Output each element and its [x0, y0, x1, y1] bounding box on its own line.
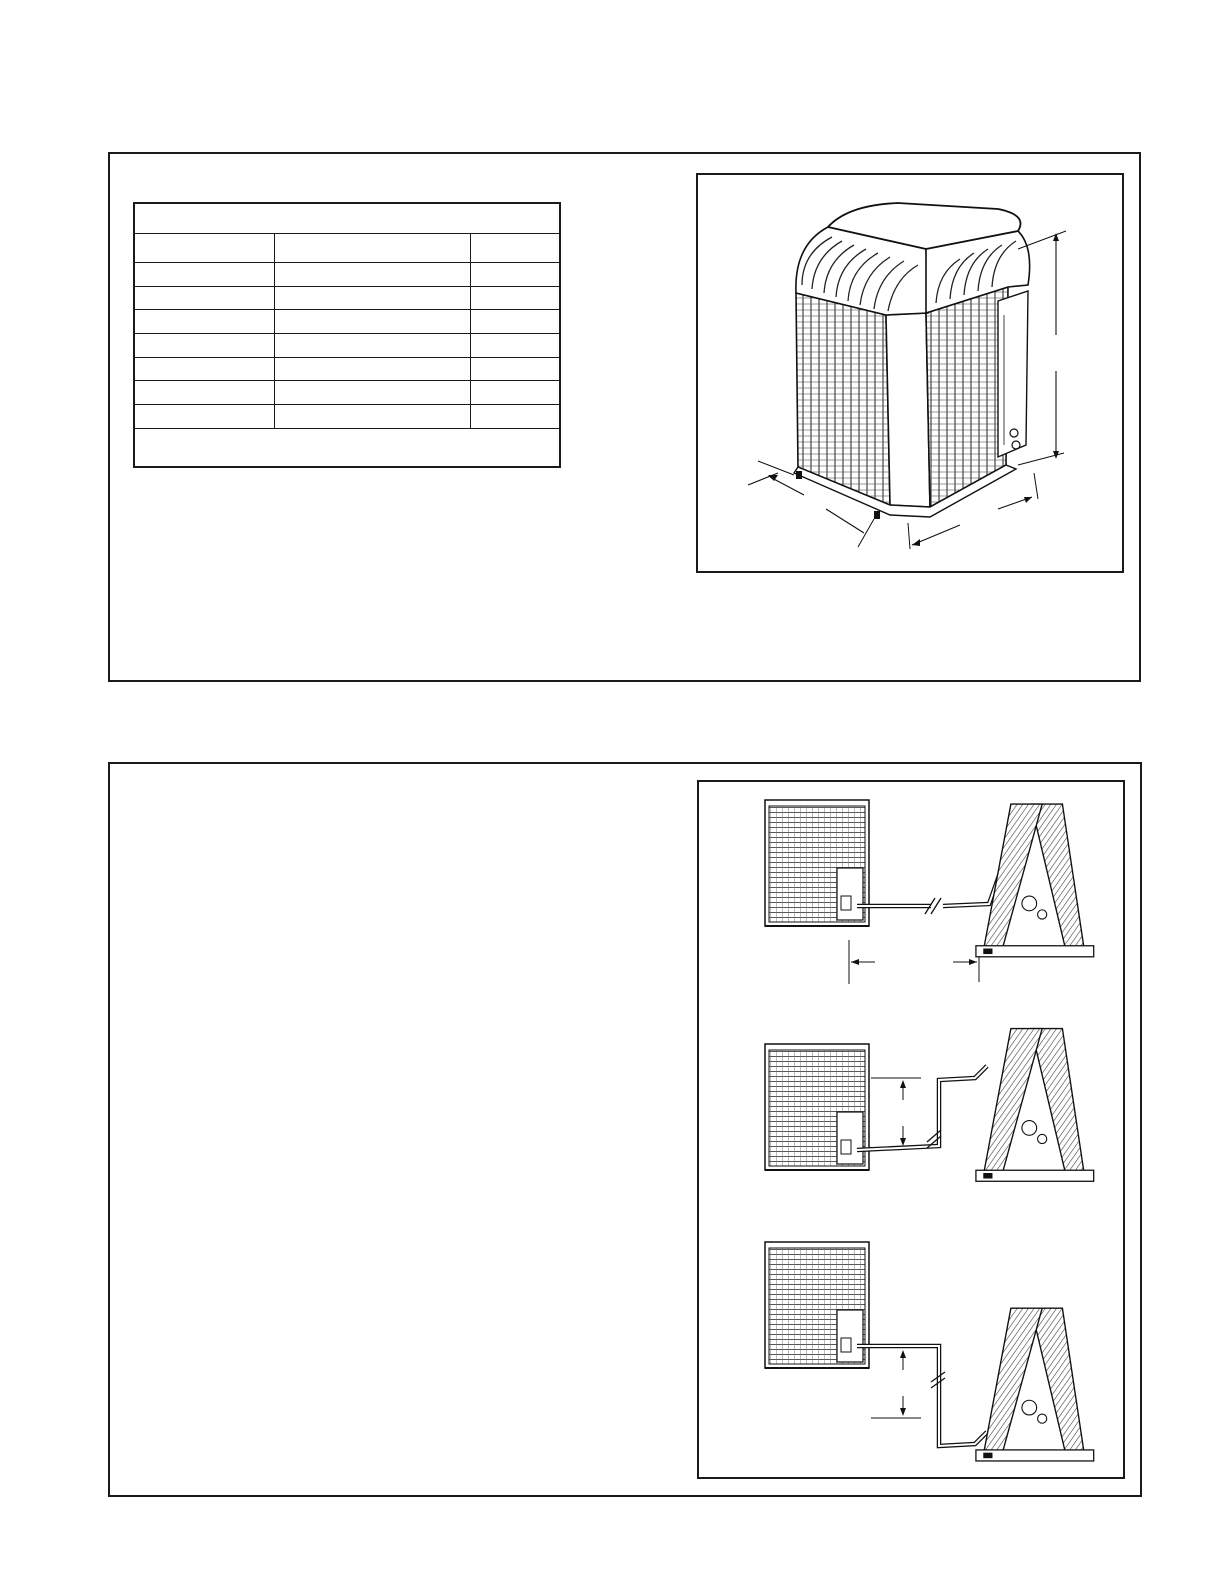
outdoor-unit-below-indoor-drawing [765, 1029, 1094, 1182]
table-cell [470, 381, 560, 405]
table-cell [274, 381, 470, 405]
table-cell [274, 405, 470, 429]
table-row [134, 262, 560, 286]
table-cell [470, 333, 560, 357]
unit-illustration-frame [696, 173, 1124, 573]
table-cell [134, 286, 274, 310]
table-cell [274, 333, 470, 357]
table-row [134, 357, 560, 381]
table-cell [470, 357, 560, 381]
line-set-configuration-drawings [699, 782, 1123, 1477]
unit-dimensions-table [133, 202, 561, 468]
table-title [134, 203, 560, 233]
same-level-installation-drawing [765, 800, 1094, 984]
table-row [134, 333, 560, 357]
table-cell [470, 262, 560, 286]
column-header [134, 233, 274, 262]
table-cell [134, 357, 274, 381]
table-row [134, 405, 560, 429]
table-cell [134, 333, 274, 357]
outdoor-unit-above-indoor-drawing [765, 1242, 1094, 1461]
table-row [134, 286, 560, 310]
table-cell [134, 381, 274, 405]
line-set-illustration-frame [697, 780, 1125, 1479]
table-cell [470, 310, 560, 334]
table-cell [134, 405, 274, 429]
table-cell [274, 357, 470, 381]
table-cell [470, 286, 560, 310]
column-header [274, 233, 470, 262]
table-cell [274, 310, 470, 334]
table-cell [274, 262, 470, 286]
table-row [134, 381, 560, 405]
table-footnote [134, 428, 560, 467]
table-row [134, 310, 560, 334]
unit-dimensions-panel [108, 152, 1141, 682]
table-cell [470, 405, 560, 429]
table-cell [274, 286, 470, 310]
table-cell [134, 262, 274, 286]
outdoor-condenser-unit-drawing [698, 175, 1122, 571]
table-cell [134, 310, 274, 334]
column-header [470, 233, 560, 262]
line-set-panel [108, 762, 1142, 1497]
